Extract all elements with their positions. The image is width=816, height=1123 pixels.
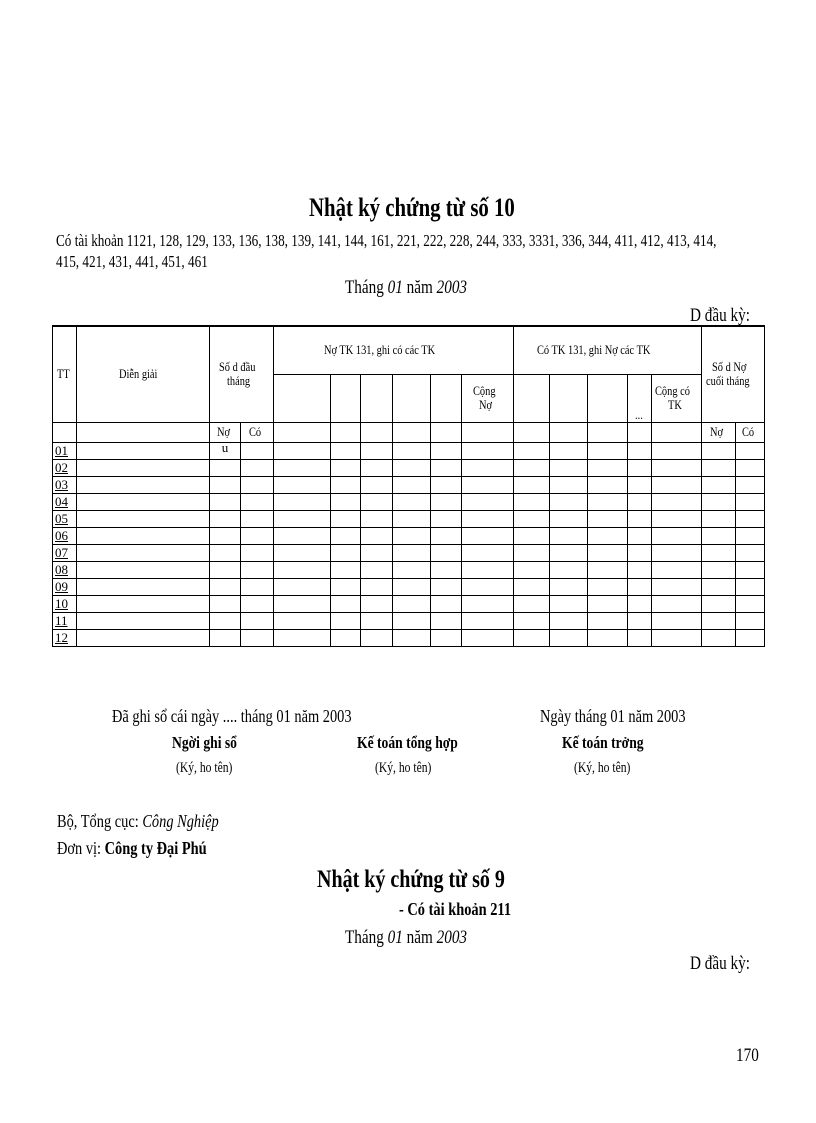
table-row: [53, 612, 765, 629]
table-cell: [361, 493, 393, 510]
table-cell: [514, 578, 550, 595]
table-cell: [514, 561, 550, 578]
table-cell: [588, 561, 628, 578]
table-cell: [331, 544, 361, 561]
table-cell: [550, 612, 588, 629]
table-cell: [652, 459, 702, 476]
table-cell: [736, 595, 765, 612]
table-cell: [736, 476, 765, 493]
table-cell: [431, 493, 462, 510]
table-cell: [331, 595, 361, 612]
table-cell: [431, 459, 462, 476]
table-cell: [431, 442, 462, 459]
table-cell: [210, 476, 241, 493]
table-row: [53, 493, 765, 510]
table-cell: [702, 459, 736, 476]
table-cell: [702, 493, 736, 510]
table-cell: [77, 561, 210, 578]
table-cell: [393, 544, 431, 561]
journal10-accounts: [56, 230, 816, 272]
table-cell: [77, 476, 210, 493]
ledger-date: Đã ghi sổ cái ngày .... tháng 01 năm 2003: [112, 706, 352, 726]
col-header-opening-balance: Số d đầu tháng: [210, 326, 274, 422]
table-cell: [393, 578, 431, 595]
row-number: 12: [53, 629, 77, 646]
table-cell: [331, 561, 361, 578]
table-cell: [702, 561, 736, 578]
table-cell: [550, 578, 588, 595]
table-cell: [241, 629, 274, 646]
row-number: 07: [53, 544, 77, 561]
table-cell: [393, 595, 431, 612]
table-cell: [514, 493, 550, 510]
subheader-closing-credit: Có: [736, 422, 765, 442]
table-cell: [210, 561, 241, 578]
table-row: [53, 595, 765, 612]
accounts-line-1: Có tài khoản 1121, 128, 129, 133, 136, 138, 139, 141, 144, 161, 221, 222, 228, 244, 333, 3331, 336, 344, 411, 412, 413, 414,: [56, 231, 717, 250]
table-cell: [462, 561, 514, 578]
table-cell: [462, 442, 514, 459]
subheader-opening-credit: Có: [241, 422, 274, 442]
table-cell: [588, 459, 628, 476]
subheader-closing-debit: Nợ: [702, 422, 736, 442]
table-cell: [241, 578, 274, 595]
table-cell: [652, 629, 702, 646]
table-cell: [652, 510, 702, 527]
table-row: [53, 442, 765, 459]
table-cell: [77, 629, 210, 646]
table-cell: [431, 629, 462, 646]
table-cell: [393, 612, 431, 629]
table-cell: [274, 544, 331, 561]
table-cell: [274, 527, 331, 544]
page-number: 170: [736, 1045, 759, 1066]
table-cell: [736, 544, 765, 561]
table-cell: [702, 578, 736, 595]
table-cell: [274, 459, 331, 476]
table-cell: [652, 544, 702, 561]
ministry-value: Công Nghiệp: [142, 811, 219, 831]
table-cell: [274, 561, 331, 578]
table-cell: [431, 578, 462, 595]
table-cell: [274, 612, 331, 629]
row-number: 08: [53, 561, 77, 578]
table-cell: [210, 527, 241, 544]
chief-accountant-sign-hint: (Ký, ho tên): [574, 760, 631, 776]
table-cell: [462, 527, 514, 544]
table-cell: [241, 595, 274, 612]
table-cell: [550, 544, 588, 561]
subheader-opening-debit: Nợ: [210, 422, 241, 442]
table-cell: [702, 510, 736, 527]
table-cell: [514, 442, 550, 459]
table-cell: [462, 629, 514, 646]
journal10-opening-balance: D đầu kỳ:: [690, 305, 750, 326]
bookkeeper-title: Ngời ghi sổ: [172, 733, 237, 752]
table-cell: [431, 510, 462, 527]
table-cell: [736, 459, 765, 476]
journal9-subtitle: - Có tài khoản 211: [399, 899, 512, 919]
table-cell: [628, 476, 652, 493]
table-cell: [514, 629, 550, 646]
table-cell: [514, 527, 550, 544]
table-cell: [210, 578, 241, 595]
table-cell: [550, 442, 588, 459]
table-cell: [210, 510, 241, 527]
col-header-credit-total: Cộng có TK: [652, 374, 702, 422]
table-cell: [274, 476, 331, 493]
chief-accountant-title: Kế toán trởng: [562, 733, 644, 752]
table-cell: [241, 510, 274, 527]
col-header-description: Diễn giải: [77, 326, 210, 422]
table-cell: [393, 510, 431, 527]
table-cell: [241, 493, 274, 510]
table-cell: [550, 629, 588, 646]
table-cell: [431, 561, 462, 578]
table-cell: [210, 493, 241, 510]
table-cell: [462, 476, 514, 493]
table-cell: [210, 595, 241, 612]
table-cell: [550, 476, 588, 493]
table-cell: [628, 544, 652, 561]
table-cell: [652, 578, 702, 595]
table-cell: [274, 595, 331, 612]
general-accountant-title: Kế toán tổng hợp: [357, 733, 458, 752]
table-cell: [361, 510, 393, 527]
table-cell: [241, 612, 274, 629]
table-cell: [361, 459, 393, 476]
table-row: [53, 527, 765, 544]
table-cell: [241, 476, 274, 493]
table-cell: [588, 527, 628, 544]
table-cell: [77, 442, 210, 459]
table-cell: [361, 612, 393, 629]
table-cell: [462, 459, 514, 476]
table-cell: [241, 527, 274, 544]
table-cell: [628, 612, 652, 629]
table-cell: [702, 527, 736, 544]
table-cell: [588, 476, 628, 493]
accounts-line-2: 415, 421, 431, 441, 451, 461: [56, 252, 208, 271]
table-row: [53, 544, 765, 561]
table-cell: [331, 510, 361, 527]
month-value: 01: [387, 277, 403, 298]
table-cell: [462, 493, 514, 510]
table-cell: [550, 459, 588, 476]
table-cell: [514, 612, 550, 629]
table-cell: [702, 476, 736, 493]
table-cell: [588, 629, 628, 646]
table-row: [53, 459, 765, 476]
table-cell: [588, 612, 628, 629]
table-cell: [431, 595, 462, 612]
table-row: [53, 476, 765, 493]
table-cell: [652, 527, 702, 544]
row-number: 05: [53, 510, 77, 527]
table-cell: [462, 612, 514, 629]
table-cell: [393, 476, 431, 493]
table-cell: [241, 459, 274, 476]
table-cell: [736, 612, 765, 629]
table-cell: [628, 629, 652, 646]
unit-value: Công ty Đại Phú: [104, 838, 207, 858]
document-date: Ngày tháng 01 năm 2003: [540, 706, 686, 726]
table-cell: [393, 527, 431, 544]
table-cell: [550, 493, 588, 510]
table-cell: [77, 612, 210, 629]
year-value: 2003: [436, 277, 468, 298]
table-cell: [736, 561, 765, 578]
table-cell: [274, 510, 331, 527]
table-cell: [588, 578, 628, 595]
table-cell: [550, 595, 588, 612]
table-cell: [462, 578, 514, 595]
table-row: [53, 561, 765, 578]
table-cell: [274, 629, 331, 646]
table-row: [53, 629, 765, 646]
table-cell: [588, 442, 628, 459]
table-cell: [652, 595, 702, 612]
table-cell: [77, 544, 210, 561]
journal10-month: [345, 277, 498, 299]
table-cell: [393, 442, 431, 459]
table-cell: [652, 493, 702, 510]
table-cell: [736, 510, 765, 527]
table-cell: [702, 544, 736, 561]
table-cell: [514, 595, 550, 612]
table-cell: [431, 476, 462, 493]
table-cell: [736, 578, 765, 595]
table-row: [53, 510, 765, 527]
table-cell: [514, 476, 550, 493]
table-cell: [652, 612, 702, 629]
table-cell: [274, 578, 331, 595]
table-cell: [588, 510, 628, 527]
table-cell: [77, 493, 210, 510]
table-cell: [462, 544, 514, 561]
table-cell: [210, 459, 241, 476]
table-row: [53, 578, 765, 595]
table-cell: [361, 595, 393, 612]
table-cell: [361, 527, 393, 544]
table-cell: [77, 595, 210, 612]
journal9-month: Tháng 01 năm 2003: [345, 927, 468, 948]
table-cell: [628, 493, 652, 510]
table-cell: [361, 561, 393, 578]
table-cell: [331, 493, 361, 510]
col-header-credit-group: Có TK 131, ghi Nợ các TK: [514, 326, 702, 374]
row-number: 04: [53, 493, 77, 510]
table-cell: [736, 629, 765, 646]
table-cell: [550, 527, 588, 544]
table-cell: [702, 442, 736, 459]
stray-mark: u: [210, 442, 241, 459]
table-cell: [736, 442, 765, 459]
table-cell: [210, 612, 241, 629]
table-cell: [331, 612, 361, 629]
table-cell: [514, 544, 550, 561]
table-cell: [331, 629, 361, 646]
table-cell: [550, 561, 588, 578]
row-number: 11: [53, 612, 77, 629]
table-cell: [628, 510, 652, 527]
table-cell: [210, 629, 241, 646]
table-cell: [431, 544, 462, 561]
table-cell: [77, 510, 210, 527]
row-number: 02: [53, 459, 77, 476]
table-cell: [361, 442, 393, 459]
table-cell: [361, 629, 393, 646]
table-cell: [652, 561, 702, 578]
table-cell: [702, 595, 736, 612]
journal10-title: [309, 193, 566, 223]
table-cell: [393, 561, 431, 578]
table-cell: [77, 527, 210, 544]
table-cell: [462, 510, 514, 527]
table-cell: [628, 561, 652, 578]
journal9-title: Nhật ký chứng từ số 9: [317, 866, 505, 893]
table-cell: [393, 493, 431, 510]
table-cell: [702, 629, 736, 646]
row-number: 01: [53, 442, 77, 459]
table-cell: [331, 459, 361, 476]
table-cell: [361, 578, 393, 595]
table-cell: [393, 629, 431, 646]
table-cell: [652, 442, 702, 459]
month-label: Tháng: [345, 277, 384, 298]
table-cell: [361, 476, 393, 493]
table-cell: [628, 442, 652, 459]
col-header-tt: TT: [53, 326, 77, 422]
table-cell: [393, 459, 431, 476]
general-accountant-sign-hint: (Ký, ho tên): [375, 760, 432, 776]
table-cell: [331, 476, 361, 493]
table-cell: [77, 578, 210, 595]
table-cell: [628, 459, 652, 476]
table-cell: [702, 612, 736, 629]
unit-line: Đơn vị: Công ty Đại Phú: [57, 838, 207, 858]
table-cell: [550, 510, 588, 527]
row-number: 03: [53, 476, 77, 493]
ministry-line: Bộ, Tổng cục: Công Nghiệp: [57, 811, 219, 831]
table-cell: [241, 442, 274, 459]
table-cell: [77, 459, 210, 476]
table-cell: [462, 595, 514, 612]
table-cell: [241, 561, 274, 578]
col-header-debit-total: Cộng Nợ: [462, 374, 514, 422]
journal10-title-text: Nhật ký chứng từ số 10: [309, 193, 515, 222]
row-number: 09: [53, 578, 77, 595]
table-cell: [210, 544, 241, 561]
col-header-debit-group: Nợ TK 131, ghi có các TK: [274, 326, 514, 374]
table-cell: [514, 510, 550, 527]
table-cell: [588, 544, 628, 561]
table-cell: [628, 527, 652, 544]
table-cell: [274, 493, 331, 510]
bookkeeper-sign-hint: (Ký, ho tên): [176, 760, 233, 776]
table-cell: [628, 578, 652, 595]
journal10-table: [52, 325, 765, 647]
table-cell: [331, 578, 361, 595]
table-cell: [736, 493, 765, 510]
table-cell: [331, 527, 361, 544]
table-cell: [431, 527, 462, 544]
table-cell: [652, 476, 702, 493]
year-label: năm: [406, 277, 433, 298]
row-number: 06: [53, 527, 77, 544]
table-cell: [431, 612, 462, 629]
col-header-credit-ellipsis: ...: [628, 374, 652, 422]
table-cell: [736, 527, 765, 544]
table-cell: [241, 544, 274, 561]
table-cell: [331, 442, 361, 459]
table-cell: [361, 544, 393, 561]
table-cell: [588, 595, 628, 612]
table-cell: [274, 442, 331, 459]
table-cell: [628, 595, 652, 612]
journal9-opening-balance: D đầu kỳ:: [690, 953, 750, 974]
col-header-closing-balance: Số d Nợ cuối tháng: [702, 326, 765, 422]
row-number: 10: [53, 595, 77, 612]
table-cell: [514, 459, 550, 476]
table-cell: [588, 493, 628, 510]
